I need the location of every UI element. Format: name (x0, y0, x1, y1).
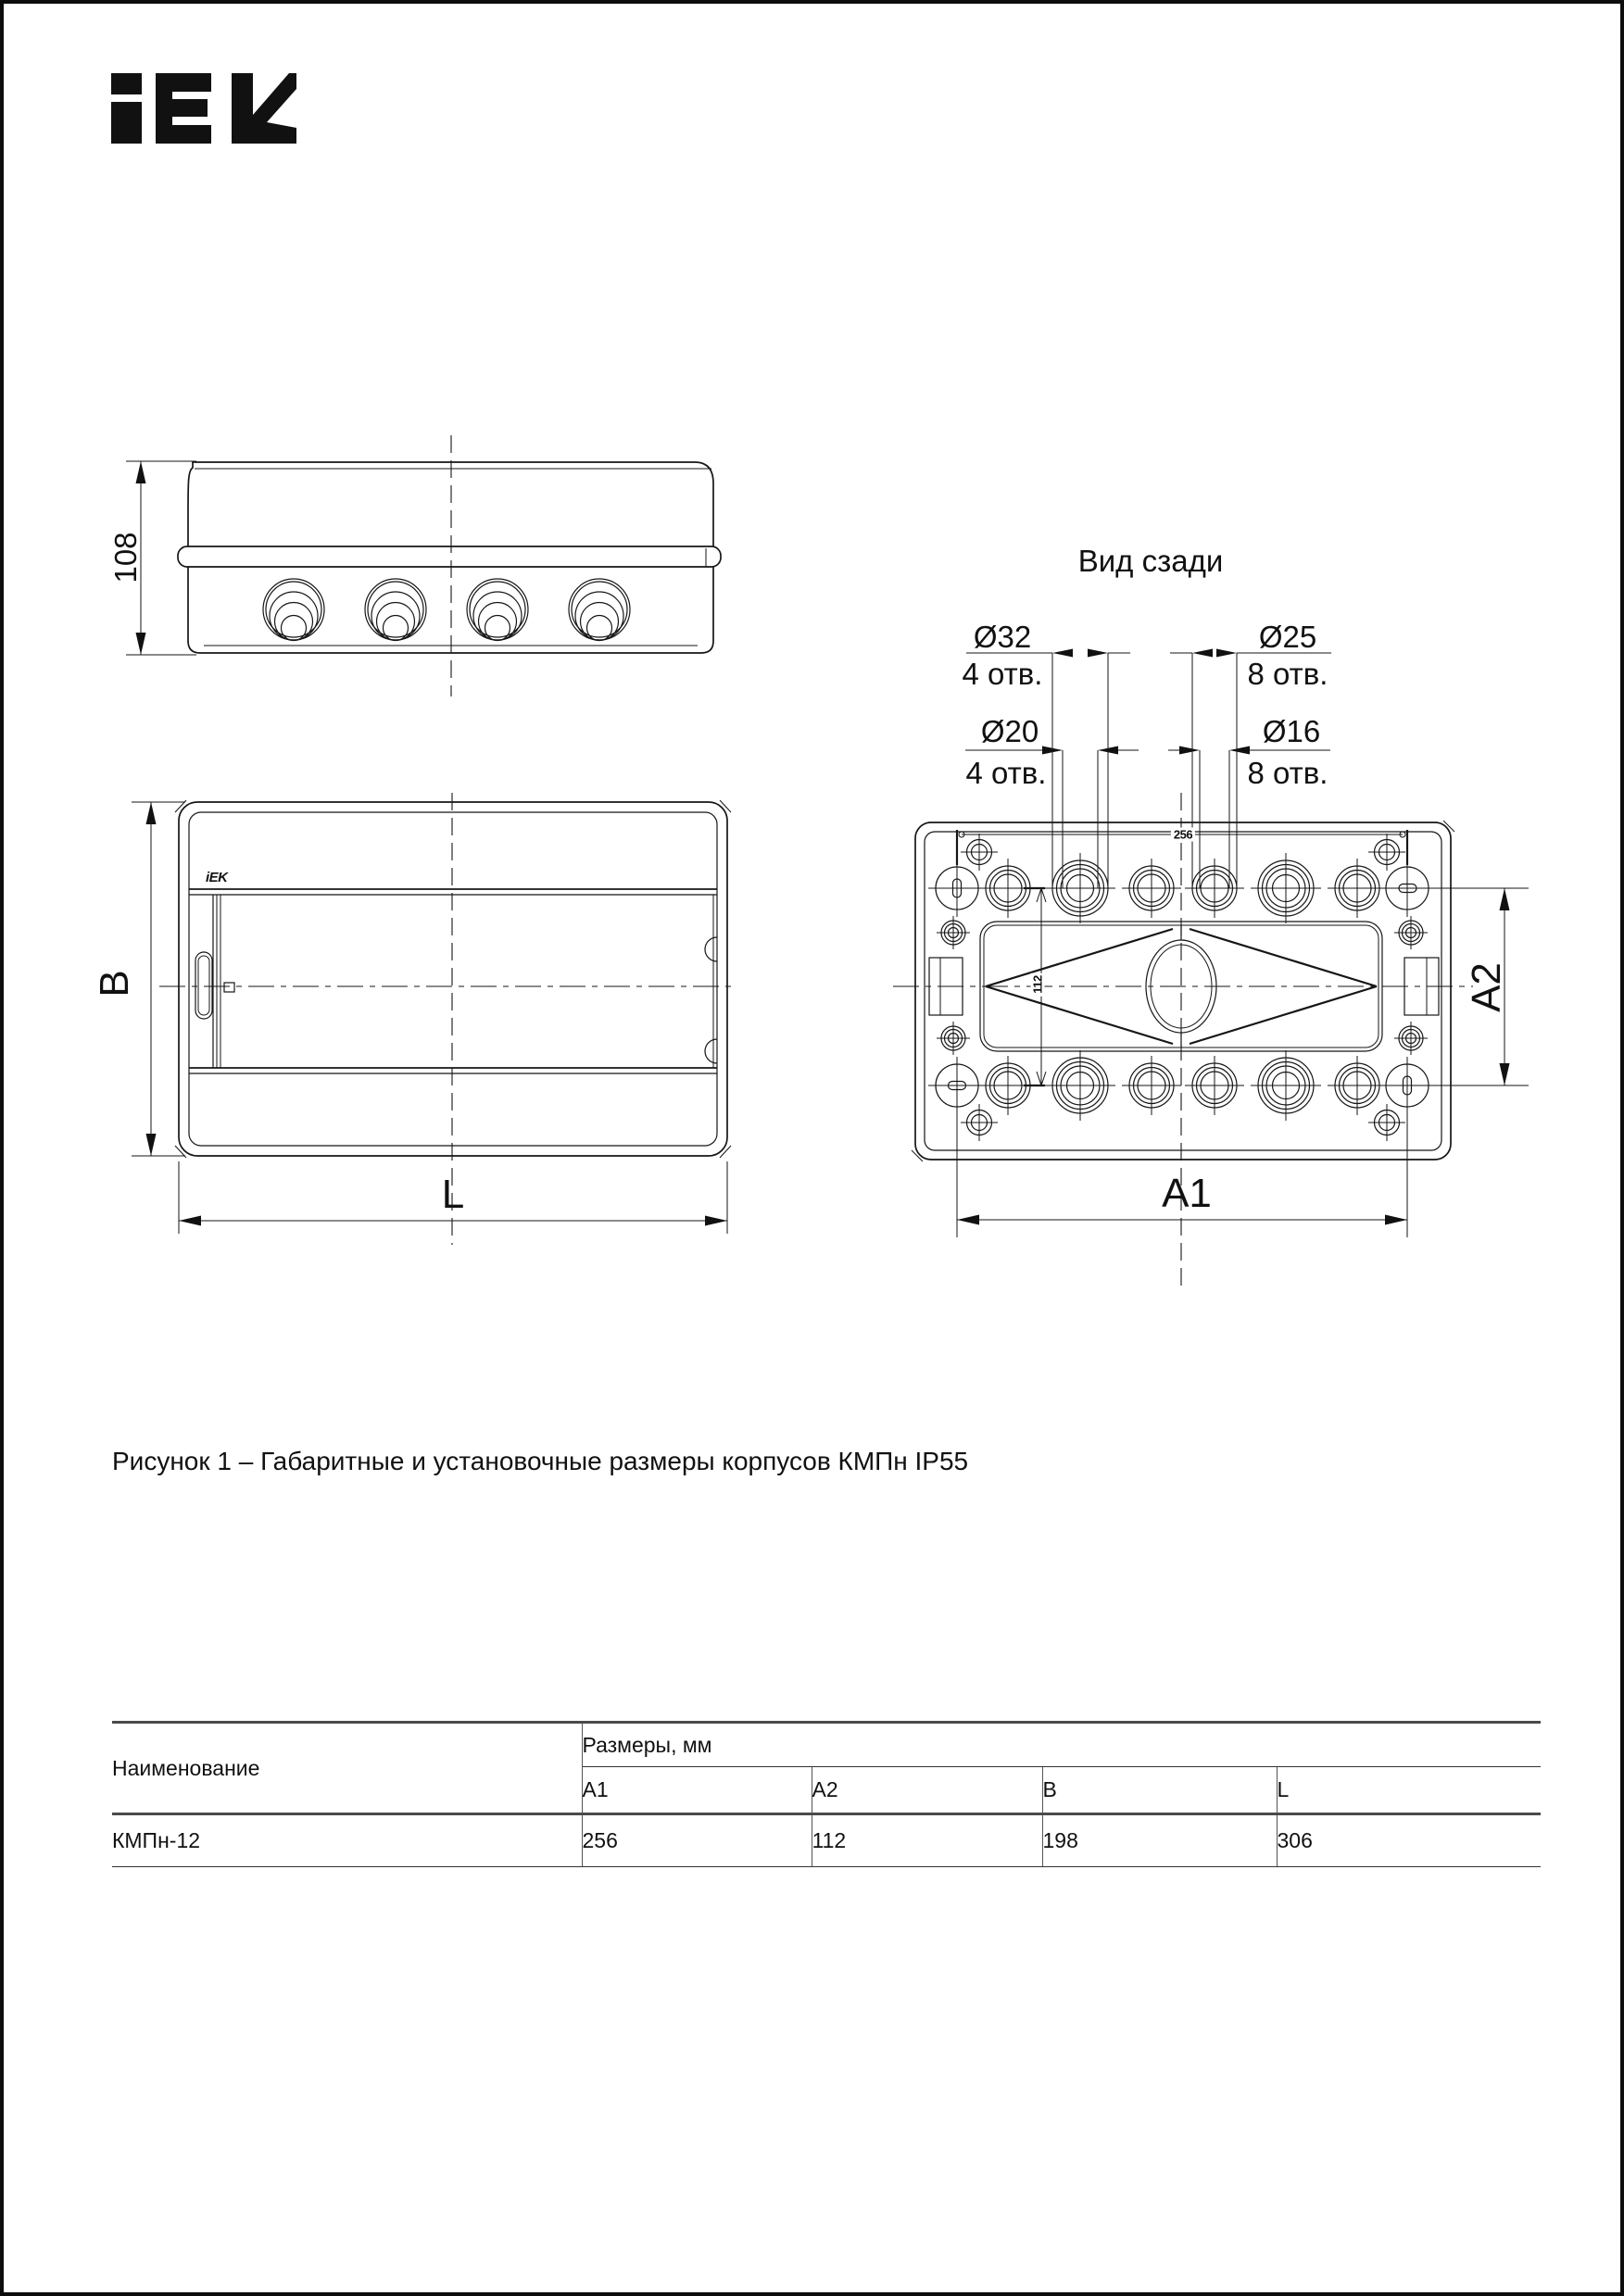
callout-holes-32: 4 отв. (962, 657, 1043, 691)
rear-inner-height-label: 112 (1031, 972, 1045, 996)
side-view-drawing (93, 426, 741, 704)
iek-logo-glyphs (111, 73, 296, 144)
front-shell (175, 800, 731, 1158)
front-view-drawing (83, 787, 750, 1250)
table-col-a2: A2 (812, 1767, 1042, 1814)
figure-caption: Рисунок 1 – Габаритные и установочные размеры корпусов КМПн IP55 (112, 1447, 969, 1475)
table-col-l: L (1277, 1777, 1290, 1801)
rear-view-title: Вид сзади (1077, 544, 1224, 578)
callout-holes-25: 8 отв. (1247, 657, 1328, 691)
table-cell-a2: 112 (812, 1814, 1042, 1867)
table-row (112, 1814, 1541, 1867)
rear-a2-dim-label: A2 (1464, 962, 1509, 1012)
table-cell-l: 306 (1277, 1814, 1541, 1867)
callout-dia-32: Ø32 (973, 620, 1032, 654)
dimensions-table (112, 1721, 1541, 1867)
table-col-dims: Размеры, мм (582, 1723, 1541, 1767)
front-door (189, 889, 717, 1073)
front-dim-b (132, 802, 185, 1156)
side-enclosure-outline (178, 462, 721, 653)
table-header-row-1 (112, 1723, 1541, 1767)
callout-holes-16: 8 отв. (1247, 756, 1328, 790)
front-mini-iek-logo: iEK (206, 870, 228, 885)
table-cell-a1: 256 (582, 1814, 812, 1867)
rear-a1-dim-label: A1 (1162, 1171, 1212, 1216)
callout-holes-20: 4 отв. (965, 756, 1047, 790)
table-cell-name: КМПн-12 (112, 1814, 582, 1867)
table-cell-b: 198 (1042, 1814, 1277, 1867)
side-cable-glands (263, 579, 630, 641)
rear-knockout-row-bottom (928, 1050, 1436, 1121)
side-height-dim-label: 108 (108, 532, 143, 583)
callout-dia-25: Ø25 (1258, 620, 1317, 654)
callout-dia-16: Ø16 (1262, 714, 1321, 748)
table-col-name: Наименование (112, 1723, 582, 1814)
callout-dia-20: Ø20 (980, 714, 1039, 748)
iek-logo (111, 73, 296, 144)
table-col-b: B (1042, 1767, 1277, 1814)
front-height-dim-label: B (92, 970, 137, 997)
front-width-dim-label: L (441, 1172, 465, 1217)
table-col-a1: A1 (582, 1767, 812, 1814)
rear-knockout-row-top (928, 853, 1436, 923)
rear-inner-width-label: 256 (1171, 828, 1195, 842)
front-handle (195, 952, 234, 1019)
